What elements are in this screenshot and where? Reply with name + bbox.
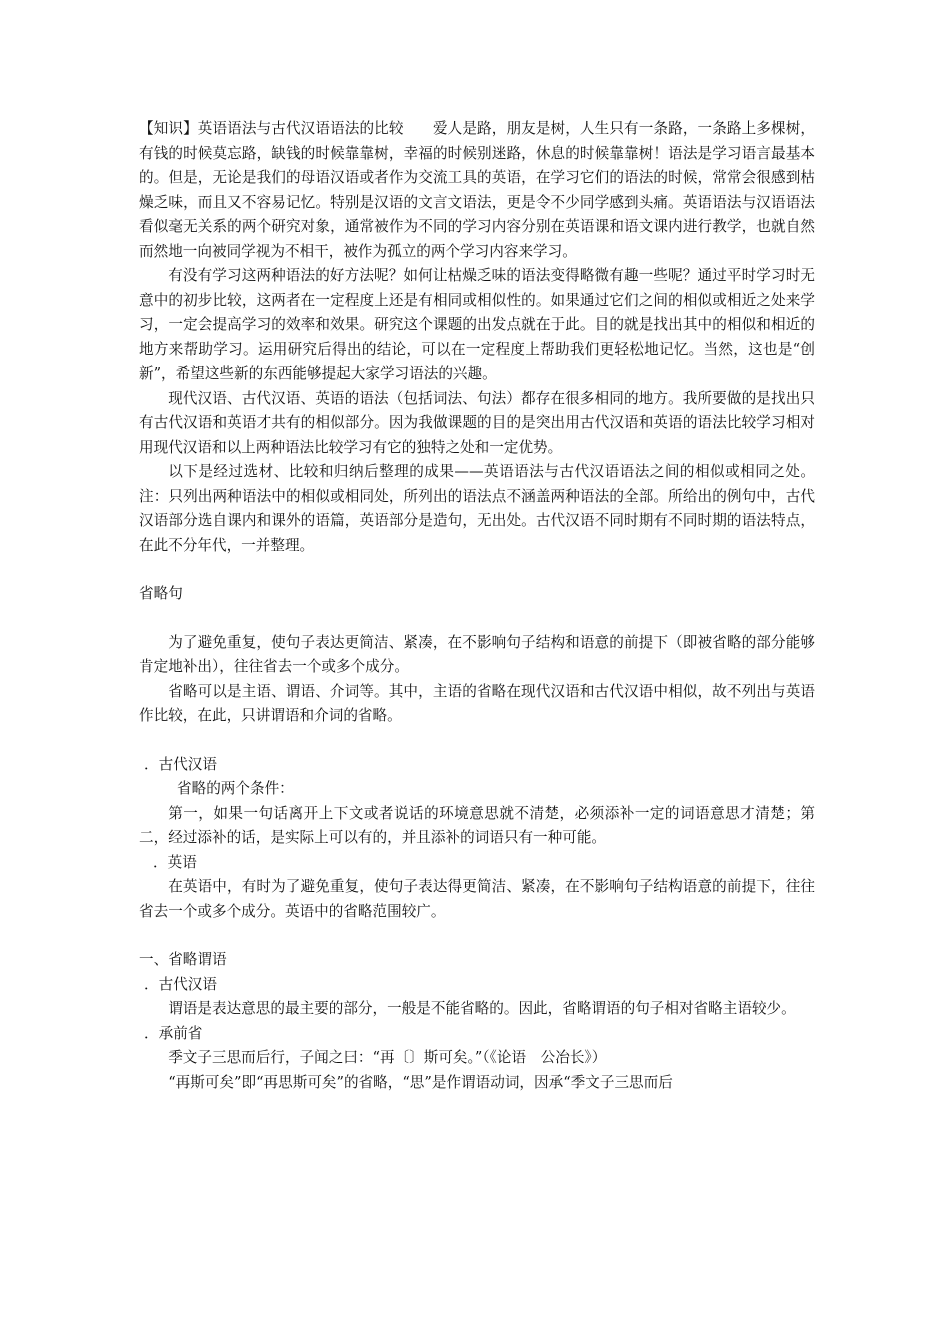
spacer — [139, 607, 815, 631]
intro-paragraph-3: 现代汉语、古代汉语、英语的语法（包括词法、句法）都存在很多相同的地方。我所要做的是找出只有古代汉语和英语才共有的相似部分。因为我做课题的目的是突出用古代汉语和英语的语法比较学习相对用现代汉语和以上两种语法比较学习有它的独特之处和一定优势。 — [139, 389, 815, 456]
spacer — [139, 558, 815, 582]
conditions-text: 第一，如果一句话离开上下文或者说话的环境意思就不清楚，必须添补一定的词语意思才清楚；第二，经过添补的话，是实际上可以有的，并且添补的词语只有一种可能。 — [139, 804, 815, 846]
english-heading: ．英语 — [153, 853, 197, 871]
conditions-title: 省略的两个条件： — [177, 780, 294, 797]
intro-paragraph-4: 以下是经过选材、比较和归纳后整理的成果——英语语法与古代汉语语法之间的相似或相同之处。注：只列出两种语法中的相似或相同处，所列出的语法点不涵盖两种语法的全部。所给出的例句中，古代汉语部分选自课内和课外的语篇，英语部分是造句，无出处。古代汉语不同时期有不同时期的语法特点，在此不分年代，一并整理。 — [139, 463, 815, 554]
section-title: 省略句 — [139, 585, 183, 602]
section-paragraph-2: 省略可以是主语、谓语、介词等。其中，主语的省略在现代汉语和古代汉语中相似，故不列出与英语作比较，在此，只讲谓语和介词的省略。 — [139, 682, 815, 724]
intro-paragraph-1: 【知识】英语语法与古代汉语语法的比较 爱人是路，朋友是树，人生只有一条路，一条路上多棵树，有钱的时候莫忘路，缺钱的时候靠靠树，幸福的时候别迷路，休息的时候靠靠树！语法是学习语言最基本的。但是，无论是我们的母语汉语或者作为交流工具的英语，在学习它们的语法的时候，常常会很感到枯燥乏味，而且又不容易记忆。特别是汉语的文言文语法，更是令不少同学感到头痛。英语语法与汉语语法看似毫无关系的两个研究对象，通常被作为不同的学习内容分别在英语课和语文课内进行教学，也就自然而然地一向被同学视为不相干，被作为孤立的两个学习内容来学习。 — [139, 120, 815, 260]
predicate-context-heading: ．承前省 — [144, 1024, 203, 1042]
spacer — [139, 729, 815, 753]
english-text: 在英语中，有时为了避免重复，使句子表达得更简洁、紧凑，在不影响句子结构语意的前提下，往往省去一个或多个成分。英语中的省略范围较广。 — [139, 878, 815, 920]
section-paragraph-1: 为了避免重复，使句子表达更简洁、紧凑，在不影响句子结构和语意的前提下（即被省略的部分能够肯定地补出），往往省去一个或多个成分。 — [139, 633, 815, 675]
ancient-chinese-heading: ．古代汉语 — [144, 755, 217, 773]
spacer — [139, 924, 815, 948]
predicate-ancient-text: 谓语是表达意思的最主要的部分，一般是不能省略的。因此，省略谓语的句子相对省略主语较少。 — [168, 1000, 796, 1017]
intro-paragraph-2: 有没有学习这两种语法的好方法呢？如何让枯燥乏味的语法变得略微有趣一些呢？通过平时学习时无意中的初步比较，这两者在一定程度上还是有相同或相似性的。如果通过它们之间的相似或相近之处来学习，一定会提高学习的效率和效果。研究这个课题的出发点就在于此。目的就是找出其中的相似和相近的地方来帮助学习。运用研究后得出的结论，可以在一定程度上帮助我们更轻松地记忆。当然，这也是“创新”，希望这些新的东西能够提起大家学习语法的兴趣。 — [139, 267, 815, 382]
document-page — [139, 117, 815, 1095]
predicate-ancient-heading: ．古代汉语 — [144, 975, 217, 993]
predicate-example: 季文子三思而后行，子闻之曰：“再〔〕斯可矣。”（《论语 公冶长》） — [168, 1049, 607, 1066]
predicate-heading: 一、省略谓语 — [139, 951, 227, 968]
predicate-explanation: “再斯可矣”即“再思斯可矣”的省略，“思”是作谓语动词，因承“季文子三思而后 — [168, 1073, 673, 1091]
